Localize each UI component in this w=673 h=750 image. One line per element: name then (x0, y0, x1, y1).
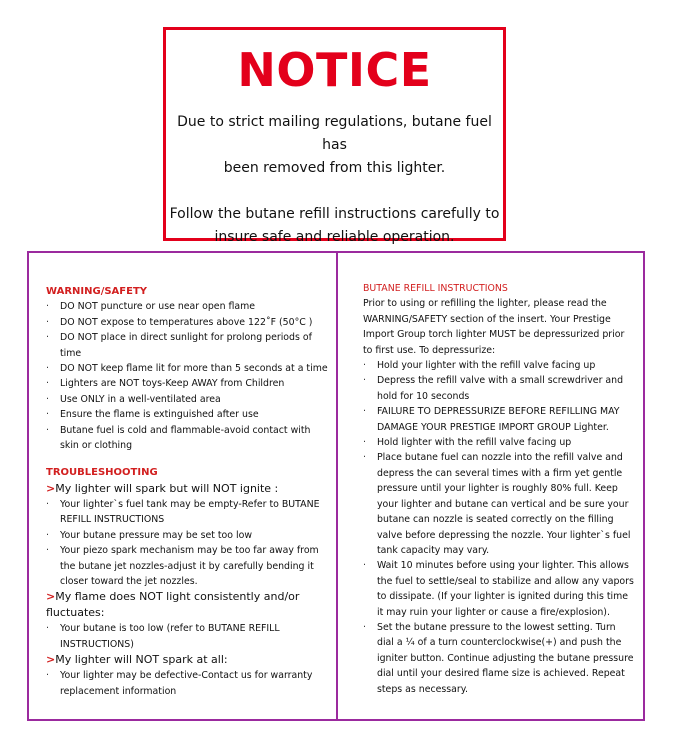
list-item: · Lighters are NOT toys-Keep AWAY from Children (46, 376, 331, 391)
right-column (363, 281, 635, 697)
list-item: · Your piezo spark mechanism may be too far away from the butane jet nozzles-adjust it by carefully bending it closer toward the jet nozzles. (46, 543, 331, 589)
warning-list (46, 299, 331, 453)
notice-text (166, 111, 503, 249)
refill-list (363, 358, 635, 697)
notice-line-4: insure safe and reliable operation. (214, 229, 455, 245)
list-item: · DO NOT expose to temperatures above 122˚F (50°C ) (46, 315, 331, 330)
list-item: · Depress the refill valve with a small screwdriver and hold for 10 seconds (363, 373, 635, 404)
question-2-text: My flame does NOT light consistently and/or fluctuates: (46, 590, 300, 620)
list-item: · DO NOT place in direct sunlight for prolong periods of time (46, 330, 331, 361)
list-item: · Your butane is too low (refer to BUTANE REFILL INSTRUCTIONS) (46, 621, 331, 652)
instructions-panel (27, 251, 645, 721)
refill-intro: Prior to using or refilling the lighter, please read the WARNING/SAFETY section of the insert. Your Prestige Import Group torch lighter MUST be depressurized prior to first use. To depressurize: (363, 298, 625, 356)
refill-heading: BUTANE REFILL INSTRUCTIONS (363, 283, 508, 294)
list-item: · Hold your lighter with the refill valve facing up (363, 358, 635, 373)
question-3: >My lighter will NOT spark at all: (46, 653, 228, 667)
list-item: · DO NOT keep flame lit for more than 5 seconds at a time (46, 361, 331, 376)
question-1-text: My lighter will spark but will NOT ignite : (55, 481, 279, 495)
notice-title: NOTICE (237, 43, 432, 97)
list-item: · Hold lighter with the refill valve facing up (363, 435, 635, 450)
list-item: · Place butane fuel can nozzle into the refill valve and depress the can several times with a firm yet gentle pressure until your lighter is roughly 80% full. Keep your lighter and butane can vertical and be sure your butane can nozzle is seated correctly on the filling valve before depressing the nozzle. Your lighter`s fuel tank capacity may vary. (363, 450, 635, 558)
list-item: · Butane fuel is cold and flammable-avoid contact with skin or clothing (46, 423, 331, 454)
list-item: · Wait 10 minutes before using your lighter. This allows the fuel to settle/seal to stabilize and allow any vapors to dissipate. (If your lighter is ignited during this time it may ruin your lighter or cause a fire/explosion). (363, 558, 635, 620)
question-3-text: My lighter will NOT spark at all: (55, 653, 228, 667)
list-item: · FAILURE TO DEPRESSURIZE BEFORE REFILLING MAY DAMAGE YOUR PRESTIGE IMPORT GROUP Lighter. (363, 404, 635, 435)
list-item: · Your butane pressure may be set too low (46, 528, 331, 543)
left-column (46, 284, 331, 699)
question-1: >My lighter will spark but will NOT ignite : (46, 481, 279, 495)
question-2: >My flame does NOT light consistently and/or fluctuates: (46, 590, 300, 620)
troubleshooting-heading: TROUBLESHOOTING (46, 467, 158, 479)
notice-line-3: Follow the butane refill instructions carefully to (169, 206, 500, 222)
notice-box (163, 27, 506, 245)
question-3-list (46, 668, 331, 699)
list-item: · Use ONLY in a well-ventilated area (46, 392, 331, 407)
column-divider (336, 253, 338, 719)
question-1-list (46, 497, 331, 589)
list-item: · Ensure the flame is extinguished after use (46, 407, 331, 422)
notice-line-2: been removed from this lighter. (223, 160, 446, 176)
list-item: · Set the butane pressure to the lowest setting. Turn dial a ¼ of a turn counterclockwise(+) and push the igniter button. Continue adjusting the butane pressure dial until your desired flame size is achieved. Repeat steps as necessary. (363, 620, 635, 697)
notice-line (166, 111, 503, 180)
notice-line (166, 203, 503, 249)
notice-line-1: Due to strict mailing regulations, butane fuel has (177, 114, 492, 153)
list-item: · Your lighter`s fuel tank may be empty-Refer to BUTANE REFILL INSTRUCTIONS (46, 497, 331, 528)
question-2-list (46, 621, 331, 652)
list-item: · DO NOT puncture or use near open flame (46, 299, 331, 314)
list-item: · Your lighter may be defective-Contact us for warranty replacement information (46, 668, 331, 699)
warning-heading: WARNING/SAFETY (46, 286, 148, 297)
